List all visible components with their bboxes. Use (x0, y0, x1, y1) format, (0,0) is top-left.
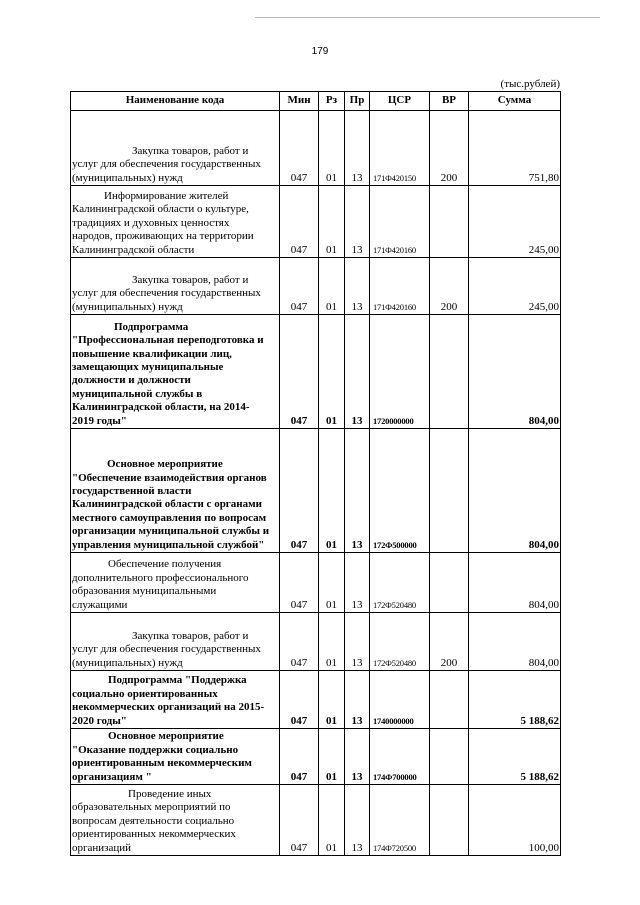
header-rz: Рз (319, 92, 345, 111)
cell-sum: 804,00 (469, 613, 561, 671)
unit-label: (тыс.рублей) (500, 78, 560, 90)
cell-min: 047 (280, 553, 319, 613)
cell-rz: 01 (319, 613, 345, 671)
cell-rz: 01 (319, 671, 345, 729)
cell-min: 047 (280, 315, 319, 429)
table-row (71, 258, 561, 315)
cell-rz: 01 (319, 315, 345, 429)
cell-rz: 01 (319, 785, 345, 856)
header-vr: ВР (430, 92, 469, 111)
cell-csr: 172Ф500000 (370, 429, 430, 553)
cell-csr: 174Ф720500 (370, 785, 430, 856)
table-row (71, 785, 561, 856)
cell-csr: 171Ф420160 (370, 258, 430, 315)
cell-min: 047 (280, 785, 319, 856)
row-name: Закупка товаров, работ и услуг для обеспечения государственных (муниципальных) нужд (71, 613, 280, 671)
cell-csr: 1740000000 (370, 671, 430, 729)
row-name: Информирование жителей Калининградской области о культуре, традициях и духовных ценностях народов, проживающих на территории Калининградской области (71, 186, 280, 258)
row-name: Обеспечение получения дополнительного профессионального образования муниципальными служащими (71, 553, 280, 613)
table-row (71, 111, 561, 186)
cell-pr: 13 (345, 429, 370, 553)
cell-rz: 01 (319, 186, 345, 258)
cell-vr (430, 785, 469, 856)
cell-sum: 245,00 (469, 258, 561, 315)
row-name: Основное мероприятие "Обеспечение взаимодействия органов государственной власти Калининградской области с органами местного самоуправления по вопросам организации муниципальной службы и управления муниципальной службой" (71, 429, 280, 553)
cell-pr: 13 (345, 553, 370, 613)
header-name: Наименование кода (71, 92, 280, 111)
cell-rz: 01 (319, 429, 345, 553)
cell-vr (430, 429, 469, 553)
cell-sum: 100,00 (469, 785, 561, 856)
cell-min: 047 (280, 729, 319, 785)
cell-pr: 13 (345, 111, 370, 186)
cell-vr: 200 (430, 613, 469, 671)
cell-vr (430, 186, 469, 258)
table-row (71, 429, 561, 553)
table-row (71, 553, 561, 613)
header-min: Мин (280, 92, 319, 111)
row-name: Подпрограмма "Профессиональная переподготовка и повышение квалификации лиц, замещающих муниципальные должности и должности муниципальной службы в Калининградской области, на 2014- 2019 годы" (71, 315, 280, 429)
cell-pr: 13 (345, 613, 370, 671)
table-header-row (71, 92, 561, 111)
cell-min: 047 (280, 186, 319, 258)
table-row (71, 729, 561, 785)
cell-rz: 01 (319, 553, 345, 613)
cell-sum: 5 188,62 (469, 729, 561, 785)
cell-csr: 1720000000 (370, 315, 430, 429)
cell-pr: 13 (345, 671, 370, 729)
cell-rz: 01 (319, 258, 345, 315)
cell-vr (430, 671, 469, 729)
cell-pr: 13 (345, 729, 370, 785)
row-name: Закупка товаров, работ и услуг для обеспечения государственных (муниципальных) нужд (71, 258, 280, 315)
cell-sum: 804,00 (469, 553, 561, 613)
cell-min: 047 (280, 671, 319, 729)
cell-sum: 245,00 (469, 186, 561, 258)
row-name: Основное мероприятие "Оказание поддержки социально ориентированным некоммерческим организациям " (71, 729, 280, 785)
cell-csr: 174Ф700000 (370, 729, 430, 785)
top-rule (255, 17, 600, 18)
cell-sum: 751,80 (469, 111, 561, 186)
cell-pr: 13 (345, 258, 370, 315)
table-row (71, 186, 561, 258)
row-name: Подпрограмма "Поддержка социально ориентированных некоммерческих организаций на 2015- 2020 годы" (71, 671, 280, 729)
header-pr: Пр (345, 92, 370, 111)
cell-pr: 13 (345, 785, 370, 856)
cell-csr: 171Ф420160 (370, 186, 430, 258)
header-csr: ЦСР (370, 92, 430, 111)
budget-table (70, 91, 561, 856)
cell-pr: 13 (345, 315, 370, 429)
header-sum: Сумма (469, 92, 561, 111)
cell-vr (430, 553, 469, 613)
cell-csr: 172Ф520480 (370, 613, 430, 671)
cell-min: 047 (280, 258, 319, 315)
cell-min: 047 (280, 111, 319, 186)
row-name: Проведение иных образовательных мероприятий по вопросам деятельности социально ориентированных некоммерческих организаций (71, 785, 280, 856)
cell-sum: 5 188,62 (469, 671, 561, 729)
cell-sum: 804,00 (469, 429, 561, 553)
cell-pr: 13 (345, 186, 370, 258)
cell-min: 047 (280, 613, 319, 671)
table-row (71, 315, 561, 429)
cell-sum: 804,00 (469, 315, 561, 429)
row-name: Закупка товаров, работ и услуг для обеспечения государственных (муниципальных) нужд (71, 111, 280, 186)
cell-vr (430, 729, 469, 785)
cell-min: 047 (280, 429, 319, 553)
cell-vr (430, 315, 469, 429)
table-row (71, 671, 561, 729)
page-number: 179 (311, 46, 329, 57)
cell-vr: 200 (430, 111, 469, 186)
cell-csr: 171Ф420150 (370, 111, 430, 186)
table-row (71, 613, 561, 671)
cell-vr: 200 (430, 258, 469, 315)
cell-csr: 172Ф520480 (370, 553, 430, 613)
cell-rz: 01 (319, 111, 345, 186)
cell-rz: 01 (319, 729, 345, 785)
